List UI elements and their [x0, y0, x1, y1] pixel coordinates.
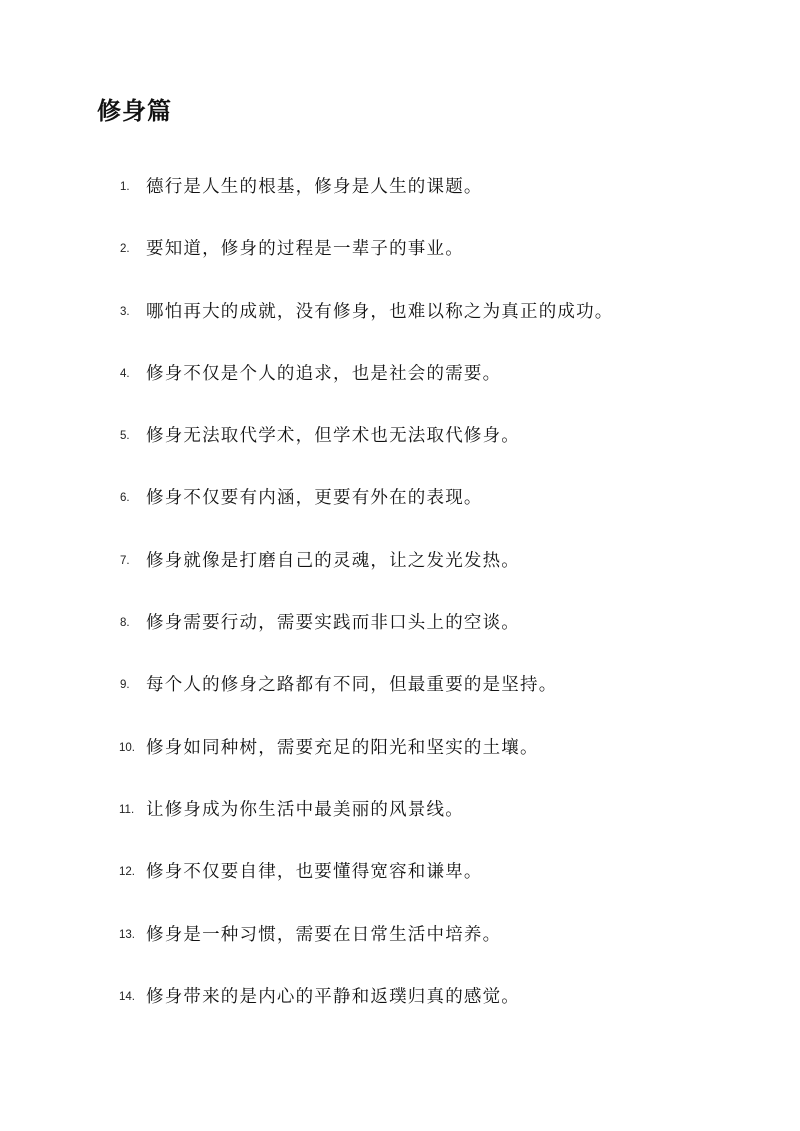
list-item-text: 德行是人生的根基，修身是人生的课题。	[146, 177, 483, 197]
list-item-text: 要知道，修身的过程是一辈子的事业。	[146, 239, 464, 260]
list-item-text: 修身就像是打磨自己的灵魂，让之发光发热。	[146, 550, 520, 571]
list-item-text: 修身不仅要自律，也要懂得宽容和谦卑。	[146, 862, 483, 883]
list-item-number: 8.	[120, 617, 130, 630]
list-item-text: 修身无法取代学术，但学术也无法取代修身。	[146, 426, 520, 447]
list-item-number: 2.	[120, 243, 130, 256]
list-item-number: 4.	[120, 367, 130, 380]
list-item-number: 1.	[120, 181, 130, 193]
list-item-number: 5.	[120, 430, 130, 443]
list-item-number: 13.	[119, 928, 135, 941]
list-item-number: 11.	[119, 803, 135, 816]
list-item-text: 修身不仅是个人的追求，也是社会的需要。	[146, 363, 502, 384]
list-item-text: 修身不仅要有内涵，更要有外在的表现。	[146, 488, 483, 509]
list-item-number: 10.	[119, 741, 135, 754]
list-item-number: 14.	[119, 990, 135, 1003]
list-item-text: 修身带来的是内心的平静和返璞归真的感觉。	[146, 986, 520, 1007]
list-item-number: 9.	[120, 679, 130, 692]
list-item-number: 12.	[119, 866, 135, 879]
list-item-text: 每个人的修身之路都有不同，但最重要的是坚持。	[146, 675, 558, 696]
list-item-text: 让修身成为你生活中最美丽的风景线。	[146, 799, 464, 820]
list-item-text: 哪怕再大的成就，没有修身，也难以称之为真正的成功。	[146, 301, 614, 322]
page-title: 修身篇	[97, 96, 172, 125]
list-item-number: 3.	[120, 305, 130, 318]
list-item-text: 修身是一种习惯，需要在日常生活中培养。	[146, 924, 502, 945]
list-item-number: 7.	[120, 554, 130, 567]
list-item-text: 修身需要行动，需要实践而非口头上的空谈。	[146, 613, 520, 634]
list-item-text: 修身如同种树，需要充足的阳光和坚实的土壤。	[146, 737, 539, 758]
list-item-number: 6.	[120, 492, 130, 505]
